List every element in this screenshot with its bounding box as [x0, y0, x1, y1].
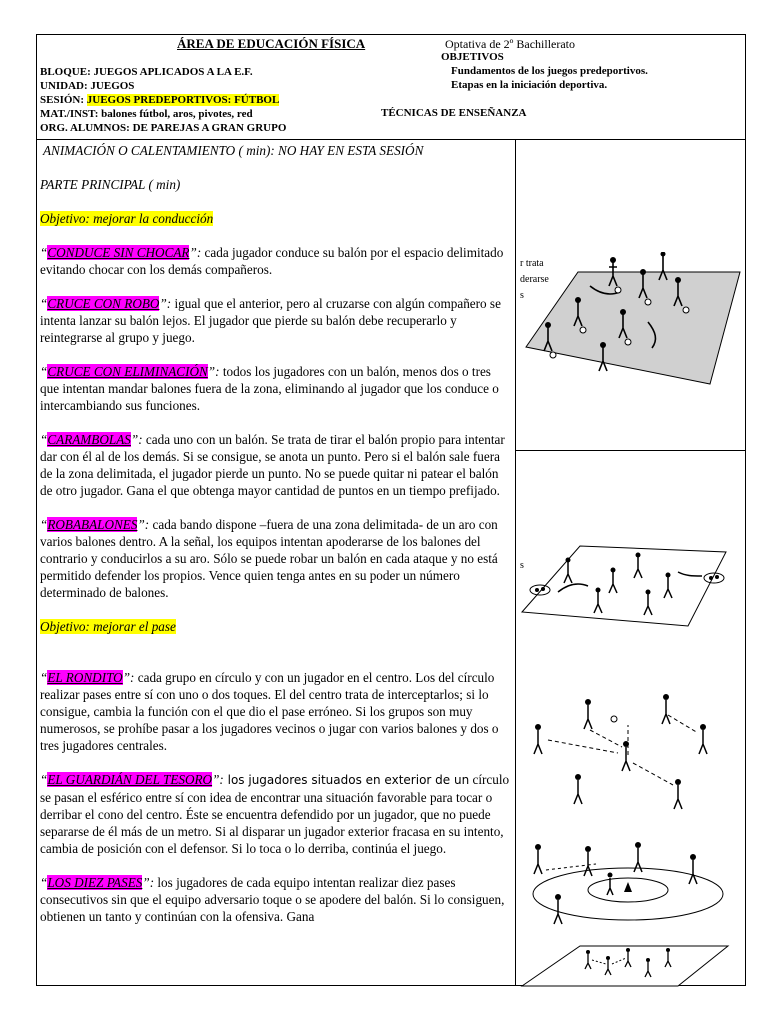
illustration-caption-2: s [520, 560, 524, 571]
dribbling-field-illustration [518, 252, 744, 387]
robabalones-field-illustration [518, 532, 744, 632]
material-line: MAT./INST: balones fútbol, aros, pivotes, red [40, 108, 253, 120]
svg-text:derarse: derarse [520, 274, 549, 285]
objectives-label: OBJETIVOS [441, 51, 504, 63]
svg-text:s: s [520, 290, 524, 301]
teaching-techniques-label: TÉCNICAS DE ENSEÑANZA [381, 107, 527, 119]
illustrations-column [516, 140, 745, 985]
objective-pass: Objetivo: mejorar el pase [40, 619, 176, 634]
game-carambolas: “CARAMBOLAS”: cada uno con un balón. Se trata de tirar el balón propio para intentar dar con él al de los demás. Si se consigue, se anota un punto. Pero si el balón sale fuera de la zona delimitada, el jugador pierde un punto. No se puede quitar ni patear el balón de otro jugador. Gana el que obtenga mayor cantidad de puntos en un tiempo prefijado. [40, 432, 505, 498]
block-line: BLOQUE: JUEGOS APLICADOS A LA E.F. [40, 66, 253, 78]
guardian-treasure-illustration [518, 830, 744, 940]
course-level: Optativa de 2º Bachillerato [445, 37, 576, 51]
objective-conduction: Objetivo: mejorar la conducción [40, 211, 214, 226]
header-section [37, 35, 745, 140]
game-conduce-sin-chocar: “CONDUCE SIN CHOCAR”: cada jugador conduce su balón por el espacio delimitado evitando chocar con los demás compañeros. [40, 245, 504, 277]
game-robabalones: “ROBABALONES”: cada bando dispone –fuera de una zona delimitada- de un aro con varios balones dentro. A la señal, los equipos intentan apoderarse de los balones del contrario y conducirlos a su aro. Sólo se puede robar un balón en cada ataque y no está permitido defender los propios. Vence quien tenga antes en su poder un número determinado de balones. [40, 517, 498, 600]
lesson-plan-frame [36, 34, 746, 986]
organization-line: ORG. ALUMNOS: DE PAREJAS A GRAN GRUPO [40, 122, 287, 134]
session-line: SESIÓN: JUEGOS PREDEPORTIVOS: FÚTBOL [40, 94, 280, 106]
game-los-diez-pases: “LOS DIEZ PASES”: los jugadores de cada equipo intentan realizar diez pases consecutivos sin que el equipo adversario toque o se apodere del balón. Si lo consiguen, obtienen un tanto y continúan con la ofensiva. Gana [40, 875, 505, 924]
main-part-label: PARTE PRINCIPAL ( min) [40, 177, 181, 192]
warmup-line: ANIMACIÓN O CALENTAMIENTO ( min): NO HAY EN ESTA SESIÓN [43, 143, 424, 158]
game-cruce-con-robo: “CRUCE CON ROBO”: igual que el anterior, pero al cruzarse con algún compañero se intenta lanzar su balón lejos. El jugador que pierde su balón debe recuperarlo y reintegrarse al grupo y juego. [40, 296, 501, 345]
activities-content [40, 142, 512, 942]
objective-2: Etapas en la iniciación deportiva. [451, 79, 608, 91]
unit-line: UNIDAD: JUEGOS [40, 80, 135, 92]
rondito-circle-illustration [518, 685, 744, 835]
session-value: JUEGOS PREDEPORTIVOS: FÚTBOL [86, 94, 280, 106]
game-cruce-con-eliminacion: “CRUCE CON ELIMINACIÓN”: todos los jugadores con un balón, menos dos o tres que intentan mandar balones fuera de la zona, eliminando al jugador que los conduce o intercambiando sus funciones. [40, 364, 499, 413]
game-el-guardian-del-tesoro: “EL GUARDIÁN DEL TESORO”: los jugadores situados en exterior de un círculo se pasan el esférico entre sí con idea de encontrar una situación favorable para tocar o derribar el cono del centro. Éste se encuentra defendido por un jugador, que no puede separarse de él más de un metro. Si al disparar un jugador exterior fracasa en su intento, cambia de posición con el defensor. Si lo toca o lo derriba, continúa el juego. [40, 772, 510, 856]
objective-1: Fundamentos de los juegos predeportivos. [451, 65, 648, 77]
ten-passes-field-illustration [518, 940, 744, 990]
page-title: ÁREA DE EDUCACIÓN FÍSICA [177, 36, 366, 51]
session-info [40, 65, 286, 135]
illustration-divider [516, 450, 745, 451]
activities-column [37, 140, 516, 985]
illustration-caption-1: r trata [520, 258, 544, 269]
game-el-rondito: “EL RONDITO”: cada grupo en círculo y con un jugador en el centro. Los del círculo realizar pases entre sí con uno o dos toques. El del centro trata de interceptarlos; si lo consigue, cambia la función con el que dio el pase erróneo. Si los grupos son muy numerosos, se prohíbe pasar a los jugadores vecinos o jugar con varios balones y dos o tres jugadores centrales. [40, 670, 499, 753]
